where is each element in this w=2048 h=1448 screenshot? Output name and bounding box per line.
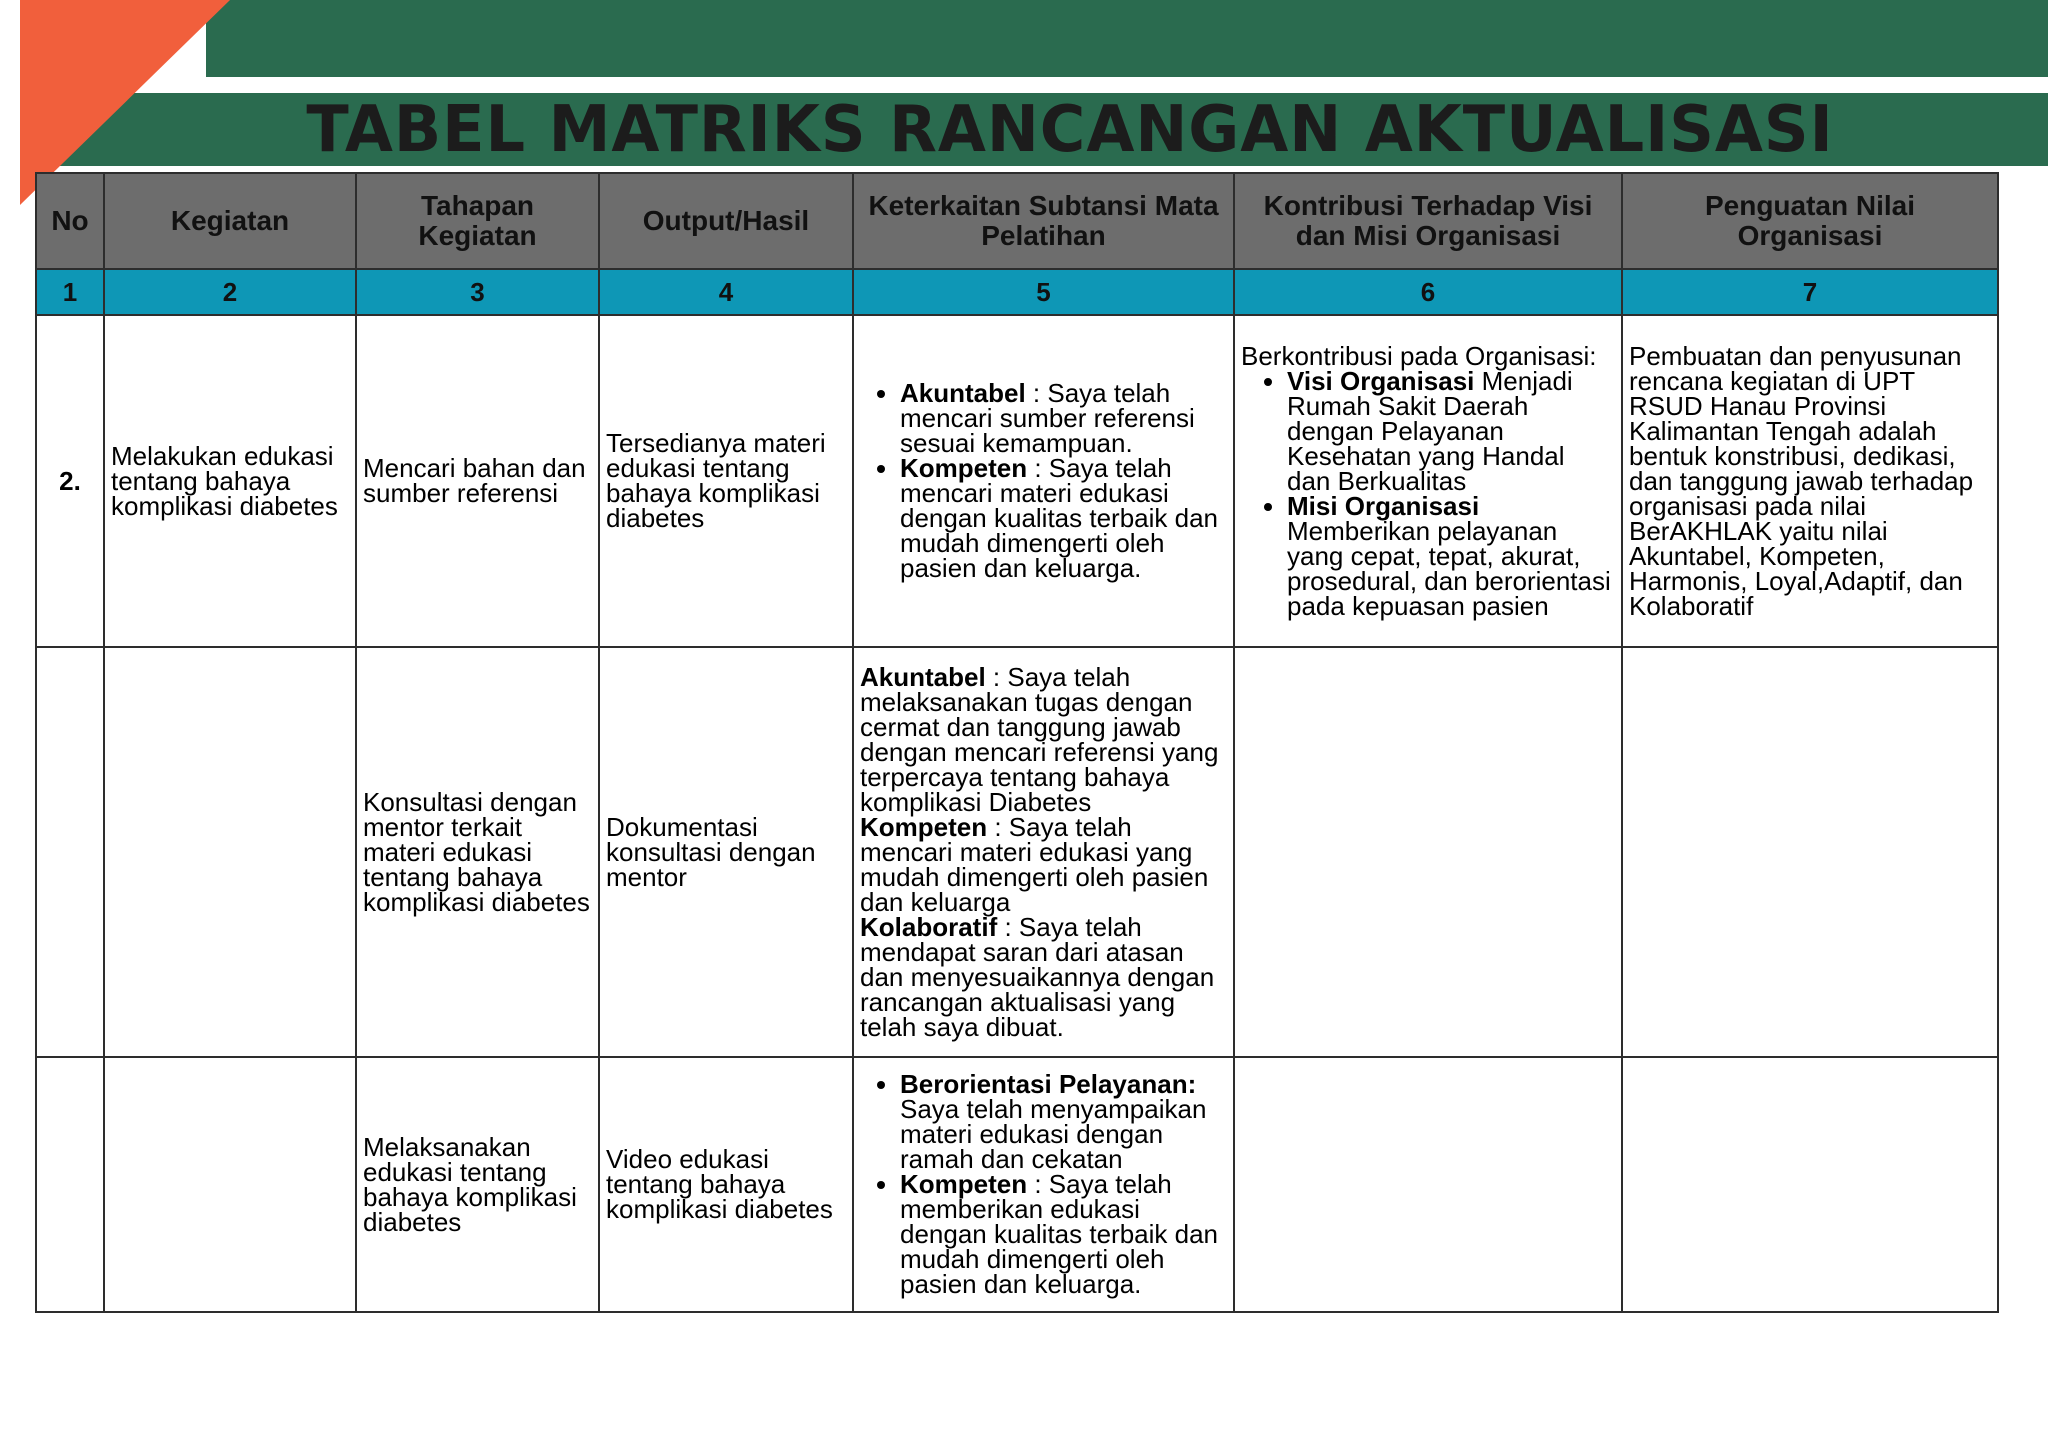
term-text: : Saya telah mencari sumber referensi sesuai kemampuan. xyxy=(900,378,1195,458)
header-number: 3 xyxy=(356,269,599,315)
term-text: : Saya telah melaksanakan tugas dengan cermat dan tanggung jawab dengan mencari referensi yang terpercaya tentang bahaya komplikasi Diabetes xyxy=(860,661,1219,817)
cell-keterkaitan xyxy=(853,315,1234,647)
term-label: Kompeten xyxy=(900,1169,1028,1199)
header-kegiatan: Kegiatan xyxy=(104,173,356,269)
cell-output: Dokumentasi konsultasi dengan mentor xyxy=(599,647,853,1057)
list-item xyxy=(1287,490,1615,621)
cell-no xyxy=(36,1057,104,1312)
list-item xyxy=(900,1069,1227,1174)
header-tahapan: Tahapan Kegiatan xyxy=(356,173,599,269)
term-text: : Saya telah mencari materi edukasi dengan kualitas terbaik dan mudah dimengerti oleh pasien dan keluarga. xyxy=(900,453,1219,583)
matrix-table xyxy=(35,172,1999,1313)
kontribusi-list xyxy=(1241,365,1615,621)
header-number-row xyxy=(36,269,1998,315)
cell-keterkaitan xyxy=(853,1057,1234,1312)
cell-no xyxy=(36,647,104,1057)
list-item xyxy=(860,661,1227,817)
keterkaitan-list xyxy=(860,1069,1227,1299)
header-kontribusi: Kontribusi Terhadap Visi dan Misi Organisasi xyxy=(1234,173,1622,269)
list-item xyxy=(900,378,1227,458)
keterkaitan-list xyxy=(860,378,1227,583)
top-green-bar xyxy=(206,0,2048,77)
list-item xyxy=(900,453,1227,583)
list-item xyxy=(860,911,1227,1042)
cell-penguatan: Pembuatan dan penyusunan rencana kegiatan di UPT RSUD Hanau Provinsi Kalimantan Tengah adalah bentuk konstribusi, dedikasi, dan tanggung jawab terhadap organisasi pada nilai BerAKHLAK yaitu nilai Akuntabel, Kompeten, Harmonis, Loyal,Adaptif, dan Kolaboratif xyxy=(1622,315,1998,647)
header-number: 6 xyxy=(1234,269,1622,315)
cell-penguatan xyxy=(1622,1057,1998,1312)
term-label: Kompeten xyxy=(860,811,988,842)
term-label: Kolaboratif xyxy=(860,911,998,942)
term-label: Visi Organisasi xyxy=(1287,365,1475,396)
cell-kegiatan xyxy=(104,647,356,1057)
term-text: Memberikan pelayanan yang cepat, tepat, akurat, prosedural, dan berorientasi pada kepuasan pasien xyxy=(1287,515,1611,621)
term-label: Akuntabel xyxy=(860,661,986,692)
cell-kegiatan: Melakukan edukasi tentang bahaya komplikasi diabetes xyxy=(104,315,356,647)
term-label: Kompeten xyxy=(900,453,1028,483)
cell-tahapan: Melaksanakan edukasi tentang bahaya komplikasi diabetes xyxy=(356,1057,599,1312)
term-text: : Saya telah mendapat saran dari atasan dan menyesuaikannya dengan rancangan aktualisasi yang telah saya dibuat. xyxy=(860,911,1215,1042)
term-text: : Saya telah mencari materi edukasi yang mudah dimengerti oleh pasien dan keluarga xyxy=(860,811,1209,917)
term-label: Berorientasi Pelayanan: xyxy=(900,1069,1197,1099)
header-number: 2 xyxy=(104,269,356,315)
term-label: Misi Organisasi xyxy=(1287,490,1480,521)
cell-tahapan: Mencari bahan dan sumber referensi xyxy=(356,315,599,647)
header-number: 5 xyxy=(853,269,1234,315)
cell-tahapan: Konsultasi dengan mentor terkait materi edukasi tentang bahaya komplikasi diabetes xyxy=(356,647,599,1057)
kontribusi-intro: Berkontribusi pada Organisasi: xyxy=(1241,340,1597,371)
header-number: 1 xyxy=(36,269,104,315)
header-row xyxy=(36,173,1998,269)
cell-kontribusi xyxy=(1234,1057,1622,1312)
list-item xyxy=(860,811,1227,917)
list-item xyxy=(1287,365,1615,496)
term-text: Saya telah menyampaikan materi edukasi dengan ramah dan cekatan xyxy=(900,1094,1207,1174)
cell-kontribusi xyxy=(1234,647,1622,1057)
header-keterkaitan: Keterkaitan Subtansi Mata Pelatihan xyxy=(853,173,1234,269)
page-title: TABEL MATRIKS RANCANGAN AKTUALISASI xyxy=(306,93,1834,167)
term-text: : Saya telah memberikan edukasi dengan kualitas terbaik dan mudah dimengerti oleh pasien dan keluarga. xyxy=(900,1169,1219,1299)
cell-output: Tersedianya materi edukasi tentang bahaya komplikasi diabetes xyxy=(599,315,853,647)
cell-keterkaitan xyxy=(853,647,1234,1057)
cell-output: Video edukasi tentang bahaya komplikasi diabetes xyxy=(599,1057,853,1312)
header-penguatan: Penguatan Nilai Organisasi xyxy=(1622,173,1998,269)
cell-no: 2. xyxy=(36,315,104,647)
header-number: 7 xyxy=(1622,269,1998,315)
table-row xyxy=(36,315,1998,647)
cell-penguatan xyxy=(1622,647,1998,1057)
table-row xyxy=(36,1057,1998,1312)
header-no: No xyxy=(36,173,104,269)
header-output: Output/Hasil xyxy=(599,173,853,269)
term-label: Akuntabel xyxy=(900,378,1026,408)
cell-kontribusi xyxy=(1234,315,1622,647)
list-item xyxy=(900,1169,1227,1299)
term-text: Menjadi Rumah Sakit Daerah dengan Pelayanan Kesehatan yang Handal dan Berkualitas xyxy=(1287,365,1573,496)
cell-kegiatan xyxy=(104,1057,356,1312)
header-number: 4 xyxy=(599,269,853,315)
table-row xyxy=(36,647,1998,1057)
